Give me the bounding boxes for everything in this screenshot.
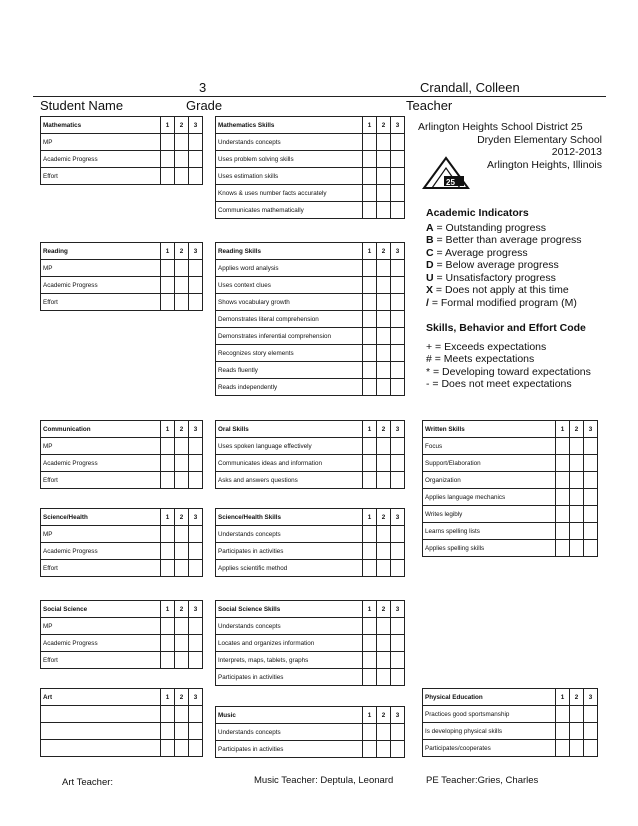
music-table: Music 1 2 3 Understands concepts Participates in activities [215, 706, 405, 758]
table-row: Demonstrates inferential comprehension [216, 328, 363, 345]
mathematics-skills-table: Mathematics Skills 1 2 3 Understands concepts Uses problem solving skills Uses estimation skills Knows & uses number facts accurately Communicates mathematically [215, 116, 405, 219]
skills-code-item: + = Exceeds expectations [426, 340, 547, 353]
table-row: Effort [41, 652, 161, 669]
indicator-item: X = Does not apply at this time [426, 284, 569, 296]
table-row: Locates and organizes information [216, 635, 363, 652]
header-line [33, 96, 606, 97]
table-title: Oral Skills [216, 421, 363, 438]
table-row: Effort [41, 294, 161, 311]
table-row: Academic Progress [41, 277, 161, 294]
table-title: Communication [41, 421, 161, 438]
written-skills-table: Written Skills 1 2 3 Focus Support/Elaboration Organization Applies language mechanics Writes legibly Learns spelling lists Applies spelling skills [422, 420, 598, 557]
table-row: Understands concepts [216, 724, 363, 741]
table-title: Physical Education [423, 689, 556, 706]
indicator-item: B = Better than average progress [426, 234, 582, 246]
communication-table: Communication 1 2 3 MP Academic Progress Effort [40, 420, 203, 489]
oral-skills-table: Oral Skills 1 2 3 Uses spoken language effectively Communicates ideas and information Asks and answers questions [215, 420, 405, 489]
table-row: MP [41, 134, 161, 151]
table-row: Academic Progress [41, 455, 161, 472]
school-city: Arlington Heights, Illinois [487, 158, 602, 171]
table-row: Practices good sportsmanship [423, 706, 556, 723]
table-title: Mathematics [41, 117, 161, 134]
school-name: Dryden Elementary School [477, 133, 602, 146]
table-row: Communicates mathematically [216, 202, 363, 219]
table-row: Applies language mechanics [423, 489, 556, 506]
school-year: 2012-2013 [551, 146, 602, 158]
skills-code-item: * = Developing toward expectations [426, 365, 591, 378]
table-row: Communicates ideas and information [216, 455, 363, 472]
table-row: Reads fluently [216, 362, 363, 379]
grade-value: 3 [199, 80, 207, 95]
mathematics-table: Mathematics 1 2 3 MP Academic Progress Effort [40, 116, 203, 185]
table-row [41, 740, 161, 757]
physical-education-table: Physical Education 1 2 3 Practices good sportsmanship Is developing physical skills Participates/cooperates [422, 688, 598, 757]
district-name: Arlington Heights School District 25 [418, 121, 583, 133]
skills-code-item: - = Does not meet expectations [426, 378, 572, 390]
table-title: Social Science Skills [216, 601, 363, 618]
indicator-item: / = Formal modified program (M) [426, 296, 577, 309]
table-title: Reading [41, 243, 161, 260]
table-row: Participates/cooperates [423, 740, 556, 757]
table-title: Art [41, 689, 161, 706]
table-row: Interprets, maps, tablets, graphs [216, 652, 363, 669]
art-table: Art 1 2 3 [40, 688, 203, 757]
table-title: Science/Health [41, 509, 161, 526]
skills-code [426, 322, 626, 391]
student-name-label: Student Name [40, 98, 124, 113]
social-science-table: Social Science 1 2 3 MP Academic Progress Effort [40, 600, 203, 669]
district-logo-icon [420, 156, 476, 190]
table-row: Participates in activities [216, 543, 363, 560]
pe-teacher-label: PE Teacher:Gries, Charles [426, 775, 539, 786]
table-title: Written Skills [423, 421, 556, 438]
indicator-item: C = Average progress [426, 246, 528, 259]
table-row: Academic Progress [41, 151, 161, 168]
table-row: Support/Elaboration [423, 455, 556, 472]
table-row: Academic Progress [41, 543, 161, 560]
table-row: Academic Progress [41, 635, 161, 652]
svg-text:25: 25 [446, 178, 455, 187]
reading-skills-table: Reading Skills 1 2 3 Applies word analysis Uses context clues Shows vocabulary growth Demonstrates literal comprehension Demonstrates inferential comprehension Recognizes story elements Reads fluently Reads independently [215, 242, 405, 396]
table-row: Shows vocabulary growth [216, 294, 363, 311]
academic-indicators [426, 207, 626, 309]
table-row: Understands concepts [216, 618, 363, 635]
table-row: Uses problem solving skills [216, 151, 363, 168]
table-row: Understands concepts [216, 134, 363, 151]
grade-label: Grade [186, 98, 223, 113]
skills-code-title: Skills, Behavior and Effort Code [426, 322, 586, 334]
science-health-table: Science/Health 1 2 3 MP Academic Progress Effort [40, 508, 203, 577]
table-row [41, 723, 161, 740]
table-row: MP [41, 260, 161, 277]
science-health-skills-table: Science/Health Skills 1 2 3 Understands concepts Participates in activities Applies scientific method [215, 508, 405, 577]
social-science-skills-table: Social Science Skills 1 2 3 Understands concepts Locates and organizes information Interprets, maps, tablets, graphs Participates in activities [215, 600, 405, 686]
table-row: Effort [41, 168, 161, 185]
table-row: Effort [41, 560, 161, 577]
table-title: Social Science [41, 601, 161, 618]
table-row: Applies word analysis [216, 260, 363, 277]
indicator-item: D = Below average progress [426, 259, 559, 271]
table-title: Mathematics Skills [216, 117, 363, 134]
table-row: Applies spelling skills [423, 540, 556, 557]
indicator-item: A = Outstanding progress [426, 221, 546, 234]
table-row: Uses estimation skills [216, 168, 363, 185]
table-title: Reading Skills [216, 243, 363, 260]
table-row: Recognizes story elements [216, 345, 363, 362]
table-row: Participates in activities [216, 669, 363, 686]
table-row: Is developing physical skills [423, 723, 556, 740]
table-row [41, 706, 161, 723]
indicator-item: U = Unsatisfactory progress [426, 271, 556, 284]
table-row: Focus [423, 438, 556, 455]
teacher-value: Crandall, Colleen [420, 80, 520, 95]
table-row: Knows & uses number facts accurately [216, 185, 363, 202]
table-row: Demonstrates literal comprehension [216, 311, 363, 328]
table-row: Uses context clues [216, 277, 363, 294]
reading-table: Reading 1 2 3 MP Academic Progress Effort [40, 242, 203, 311]
table-row: Learns spelling lists [423, 523, 556, 540]
table-title: Music [216, 707, 363, 724]
table-row: Applies scientific method [216, 560, 363, 577]
table-row: Participates in activities [216, 741, 363, 758]
table-row: Organization [423, 472, 556, 489]
table-row: Understands concepts [216, 526, 363, 543]
table-row: Reads independently [216, 379, 363, 396]
table-row: MP [41, 526, 161, 543]
music-teacher-label: Music Teacher: Deptula, Leonard [254, 775, 394, 786]
table-row: MP [41, 438, 161, 455]
art-teacher-label: Art Teacher: [62, 777, 114, 788]
table-row: Uses spoken language effectively [216, 438, 363, 455]
academic-indicators-title: Academic Indicators [426, 207, 529, 219]
table-row: MP [41, 618, 161, 635]
skills-code-item: # = Meets expectations [426, 353, 535, 365]
table-row: Asks and answers questions [216, 472, 363, 489]
table-row: Effort [41, 472, 161, 489]
teacher-label: Teacher [406, 98, 453, 113]
table-row: Writes legibly [423, 506, 556, 523]
table-title: Science/Health Skills [216, 509, 363, 526]
